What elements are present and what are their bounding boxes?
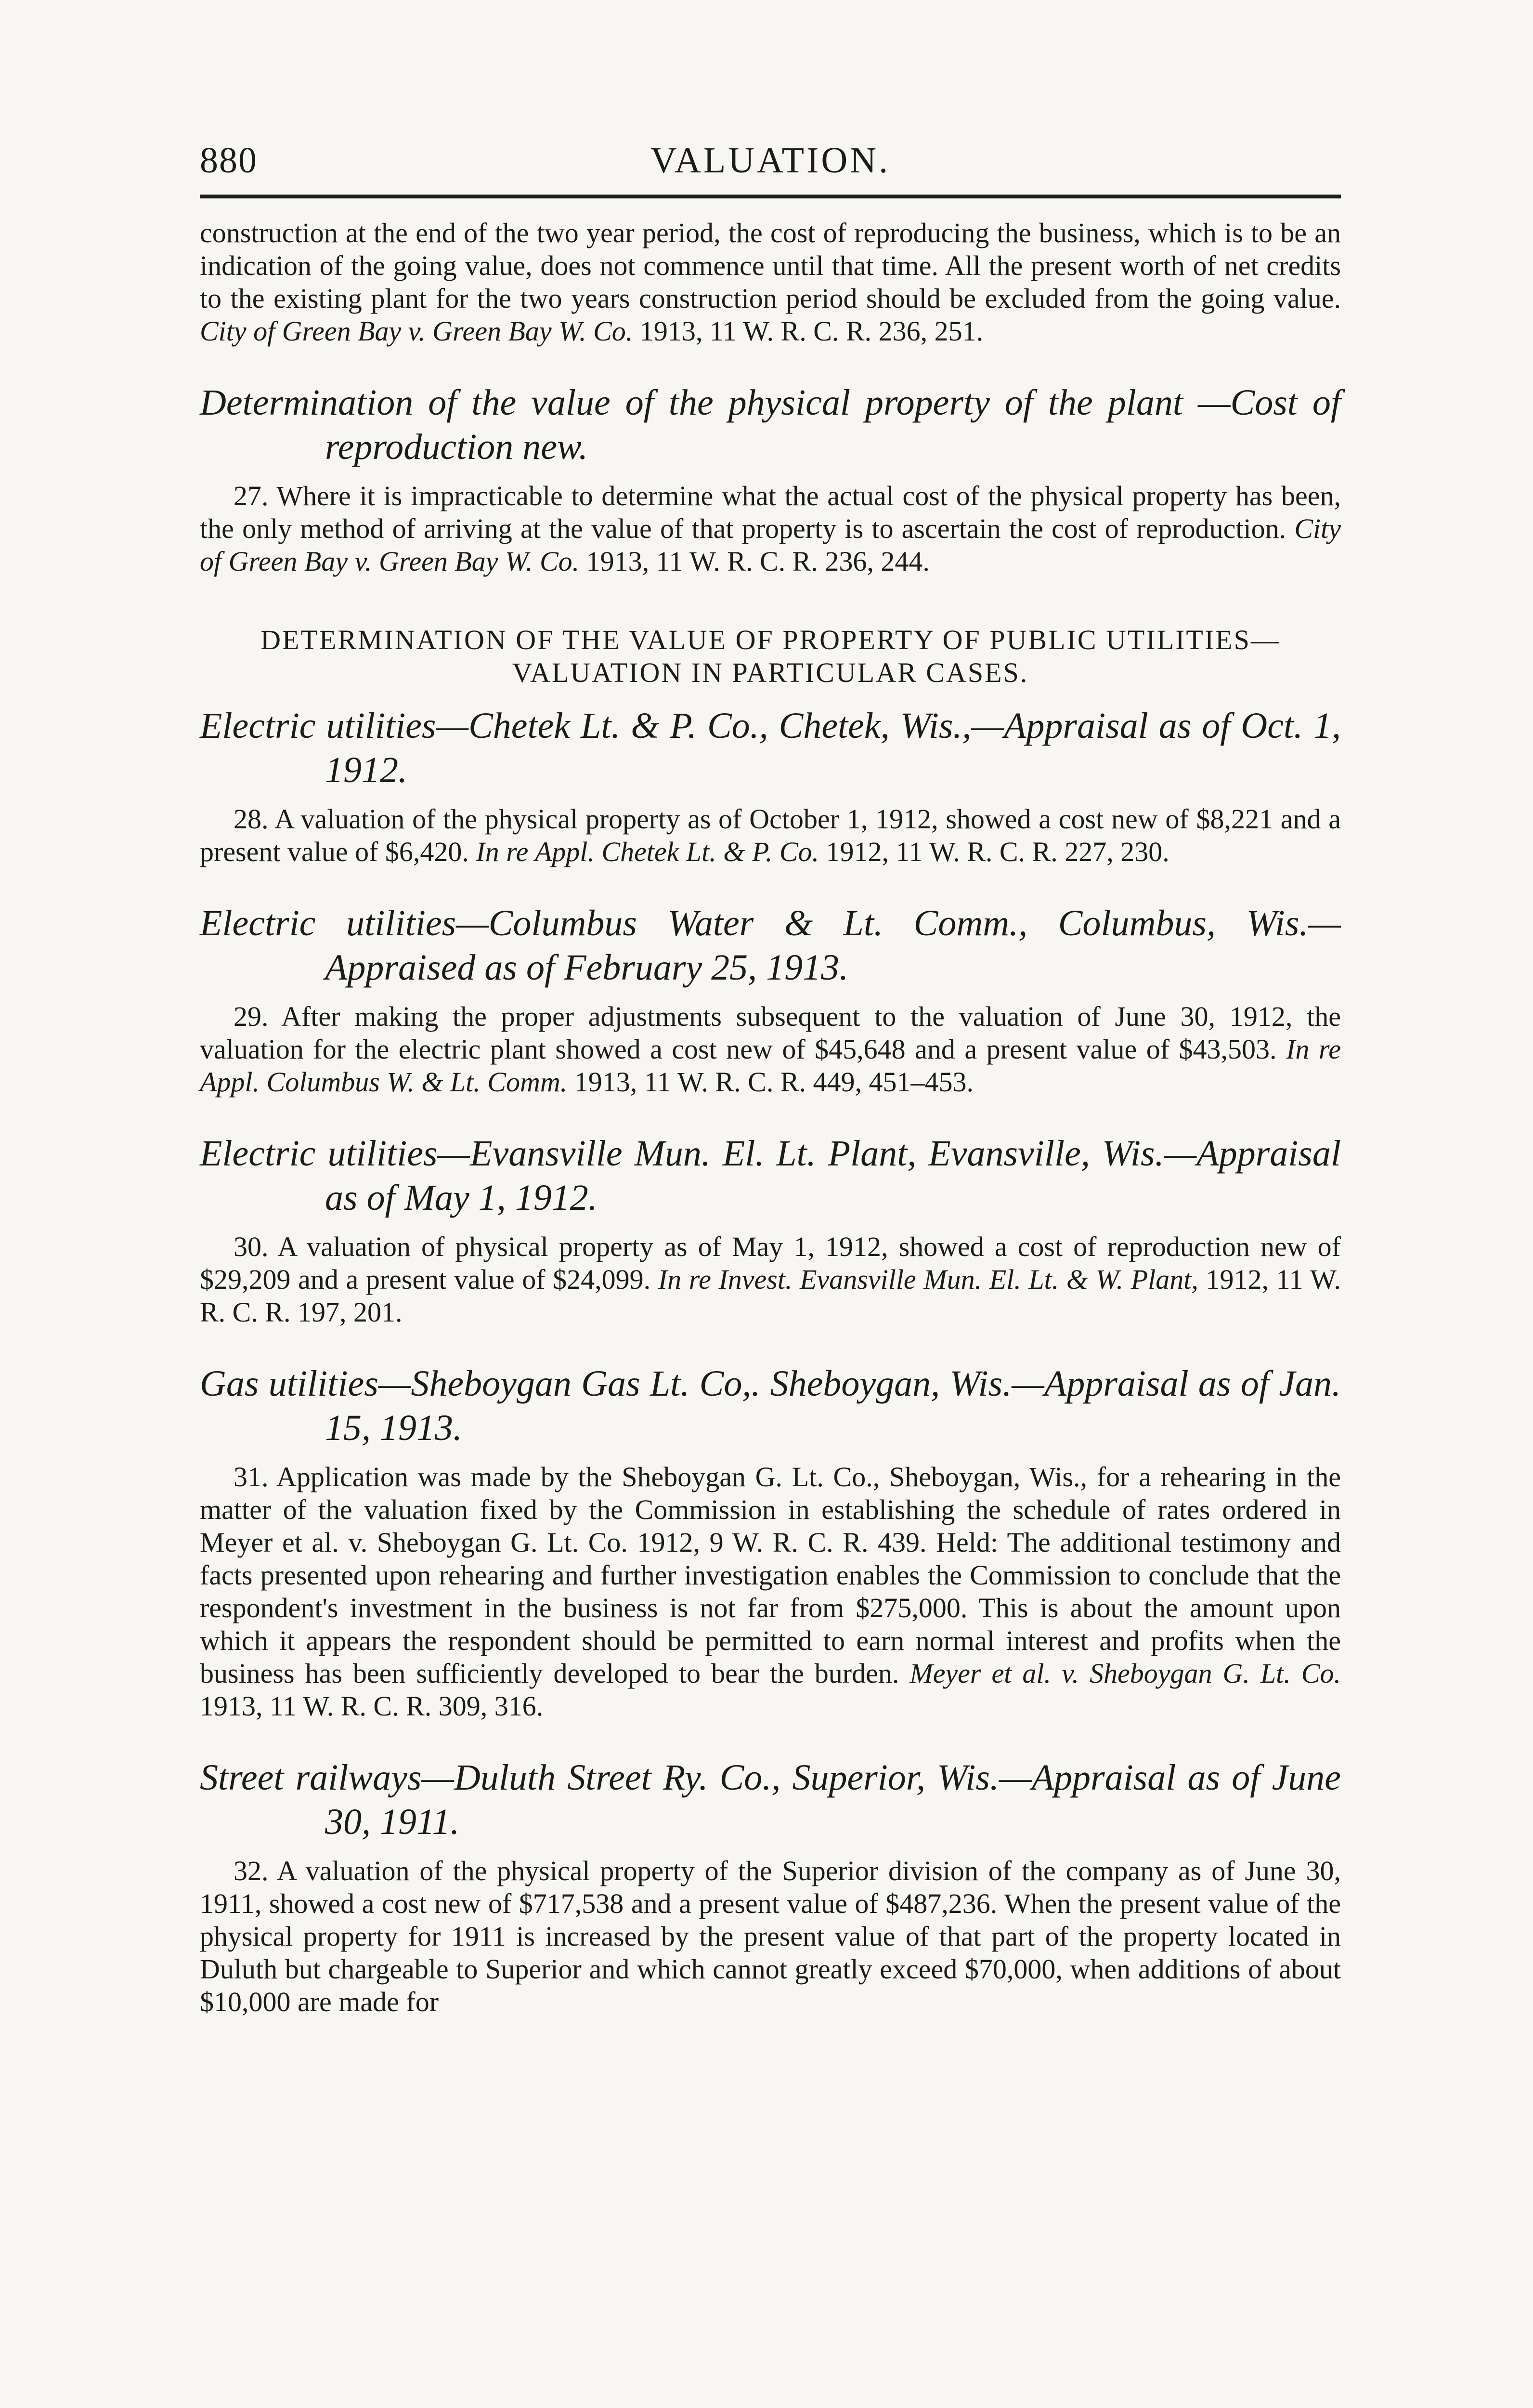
- paragraph-text: 27. Where it is impracticable to determine what the actual cost of the physical property has been, the only method of arriving at the value of that property is to ascertain the cost of reproduction.: [200, 480, 1341, 544]
- section-heading: Electric utilities—Chetek Lt. & P. Co., Chetek, Wis.,—Appraisal as of Oct. 1, 1912.: [200, 706, 1341, 790]
- document-page: [200, 140, 1341, 2018]
- paragraph-text: construction at the end of the two year period, the cost of reproducing the business, which is to be an indication of the going value, does not commence until that time. All the present worth of net credits to the existing plant for the two years construction period should be excluded from the going value.: [200, 217, 1341, 314]
- section-heading: Street railways—Duluth Street Ry. Co., Superior, Wis.—Appraisal as of June 30, 1911.: [200, 1757, 1341, 1842]
- citation-reference: 1913, 11 W. R. C. R. 236, 251.: [633, 315, 984, 347]
- citation-reference: 1912, 11 W. R. C. R. 227, 230.: [819, 836, 1169, 867]
- case-citation: City of Green Bay v. Green Bay W. Co.: [200, 513, 1341, 577]
- running-header: [200, 140, 1341, 188]
- case-citation: City of Green Bay v. Green Bay W. Co.: [200, 315, 633, 347]
- case-citation: Meyer et al. v. Sheboygan G. Lt. Co.: [909, 1658, 1341, 1689]
- paragraph-32: [200, 1855, 1341, 2018]
- paragraph-28: [200, 803, 1341, 868]
- section-heading: Gas utilities—Sheboygan Gas Lt. Co,. Sheboygan, Wis.—Appraisal as of Jan. 15, 1913.: [200, 1363, 1341, 1448]
- citation-reference: 1913, 11 W. R. C. R. 449, 451–453.: [567, 1066, 974, 1098]
- citation-reference: 1913, 11 W. R. C. R. 309, 316.: [200, 1690, 544, 1722]
- page-number: 880: [200, 140, 258, 181]
- paragraph-29: [200, 1000, 1341, 1099]
- section-heading: Electric utilities—Columbus Water & Lt. Comm., Columbus, Wis.—Appraised as of February 25, 1913.: [200, 903, 1341, 988]
- case-citation: In re Appl. Chetek Lt. & P. Co.: [476, 836, 819, 867]
- paragraph-text: 32. A valuation of the physical property of the Superior division of the company as of June 30, 1911, showed a cost new of $717,538 and a present value of $487,236. When the present value of the physical property for 1911 is increased by the present value of that part of the property located in Duluth but chargeable to Superior and which cannot greatly exceed $70,000, when additions of about $10,000 are made for: [200, 1855, 1341, 2017]
- paragraph-30: [200, 1230, 1341, 1329]
- paragraph-text: 29. After making the proper adjustments subsequent to the valuation of June 30, 1912, the valuation for the electric plant showed a cost new of $45,648 and a present value of $43,503.: [200, 1001, 1341, 1065]
- paragraph-text: 31. Application was made by the Sheboygan G. Lt. Co., Sheboygan, Wis., for a rehearing in the matter of the valuation fixed by the Commission in establishing the schedule of rates ordered in Meyer et al. v. Sheboygan G. Lt. Co. 1912, 9 W. R. C. R. 439. Held: The additional testimony and facts presented upon rehearing and further investigation enables the Commission to conclude that the respondent's investment in the business is not far from $275,000. This is about the amount upon which it appears the respondent should be permitted to earn normal interest and profits when the business has been sufficiently developed to bear the burden.: [200, 1461, 1341, 1689]
- paragraph-text: 28. A valuation of the physical property as of October 1, 1912, showed a cost new of $8,221 and a present value of $6,420.: [200, 803, 1341, 867]
- running-title: VALUATION.: [650, 140, 891, 181]
- paragraph-31: [200, 1461, 1341, 1723]
- case-citation: In re Appl. Columbus W. & Lt. Comm.: [200, 1034, 1341, 1098]
- paragraph-27: [200, 480, 1341, 578]
- citation-reference: 1912, 11 W. R. C. R. 197, 201.: [200, 1264, 1341, 1328]
- paragraph-text: 30. A valuation of physical property as of May 1, 1912, showed a cost of reproduction new of $29,209 and a present value of $24,099.: [200, 1231, 1341, 1295]
- citation-reference: 1913, 11 W. R. C. R. 236, 244.: [579, 546, 930, 577]
- section-heading: Electric utilities—Evansville Mun. El. Lt. Plant, Evansville, Wis.—Appraisal as of May 1, 1912.: [200, 1133, 1341, 1218]
- section-heading: Determination of the value of the physical property of the plant —Cost of reproduction new.: [200, 382, 1341, 467]
- case-citation: In re Invest. Evansville Mun. El. Lt. & W. Plant,: [658, 1264, 1198, 1295]
- paragraph-continuation: [200, 217, 1341, 348]
- chapter-subheading: DETERMINATION OF THE VALUE OF PROPERTY OF PUBLIC UTILITIES—VALUATION IN PARTICULAR CASES.: [260, 624, 1280, 688]
- header-rule: [200, 195, 1341, 198]
